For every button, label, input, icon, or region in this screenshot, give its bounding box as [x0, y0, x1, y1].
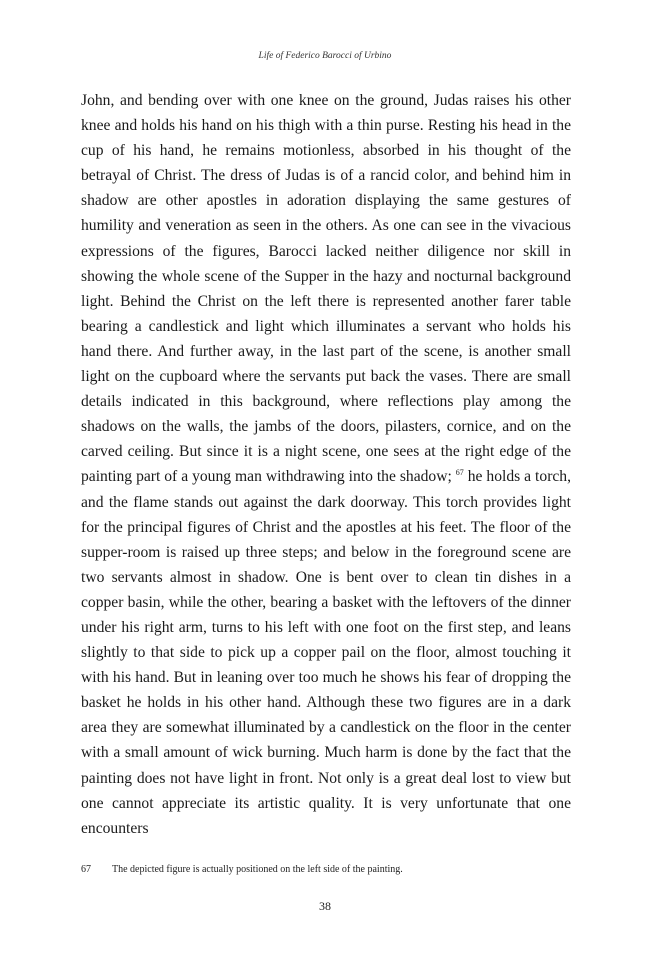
running-head: Life of Federico Barocci of Urbino: [258, 51, 392, 61]
body-text-part1: John, and bending over with one knee on the ground, Judas raises his other knee and holds his hand on his thigh with a thin purse. Resting his head in the cup of his hand, he remains motionless, absorbed in his thought of the betrayal of Christ. The dress of Judas is of a rancid color, and behind him in shadow are other apostles in adoration displaying the same gestures of humility and veneration as seen in the others. As one can see in the vivacious expressions of the figures, Barocci lacked neither diligence nor skill in showing the whole scene of the Supper in the hazy and nocturnal background light. Behind the Christ on the left there is represented another farer table bearing a candlestick and light which illuminates a servant who holds his hand there. And further away, in the last part of the scene, is another small light on the cupboard where the servants put back the vases. There are small details indicated in this background, where reflections play among the shadows on the walls, the jambs of the doors, pilasters, cornice, and on the carved ceiling. But since it is a night scene, one sees at the right edge of the painting part of a young man withdrawing into the shadow;: [81, 92, 571, 486]
footnote-number: 67: [81, 864, 91, 875]
body-text: [81, 88, 571, 841]
footnote: [81, 864, 571, 875]
page-number: 38: [319, 899, 331, 913]
body-paragraph: [81, 88, 571, 841]
footnote-reference[interactable]: 67: [455, 468, 464, 478]
footnote-text: The depicted figure is actually positioned on the left side of the painting.: [112, 864, 403, 875]
body-text-part2: he holds a torch, and the flame stands out against the dark doorway. This torch provides light for the principal figures of Christ and the apostles at his feet. The floor of the supper-room is raised up three steps; and below in the foreground scene are two servants almost in shadow. One is bent over to clean tin dishes in a copper basin, while the other, bearing a basket with the leftovers of the dinner under his right arm, turns to his left with one foot on the first step, and leans slightly to that side to pick up a copper pail on the floor, almost touching it with his hand. But in leaning over too much he shows his fear of dropping the basket he holds in his other hand. Although these two figures are in a dark area they are somewhat illuminated by a candlestick on the floor in the center with a small amount of wick burning. Much harm is done by the fact that the painting does not have light in front. Not only is a great deal lost to view but one cannot appreciate its artistic quality. It is very unfortunate that one encounters: [81, 468, 571, 837]
